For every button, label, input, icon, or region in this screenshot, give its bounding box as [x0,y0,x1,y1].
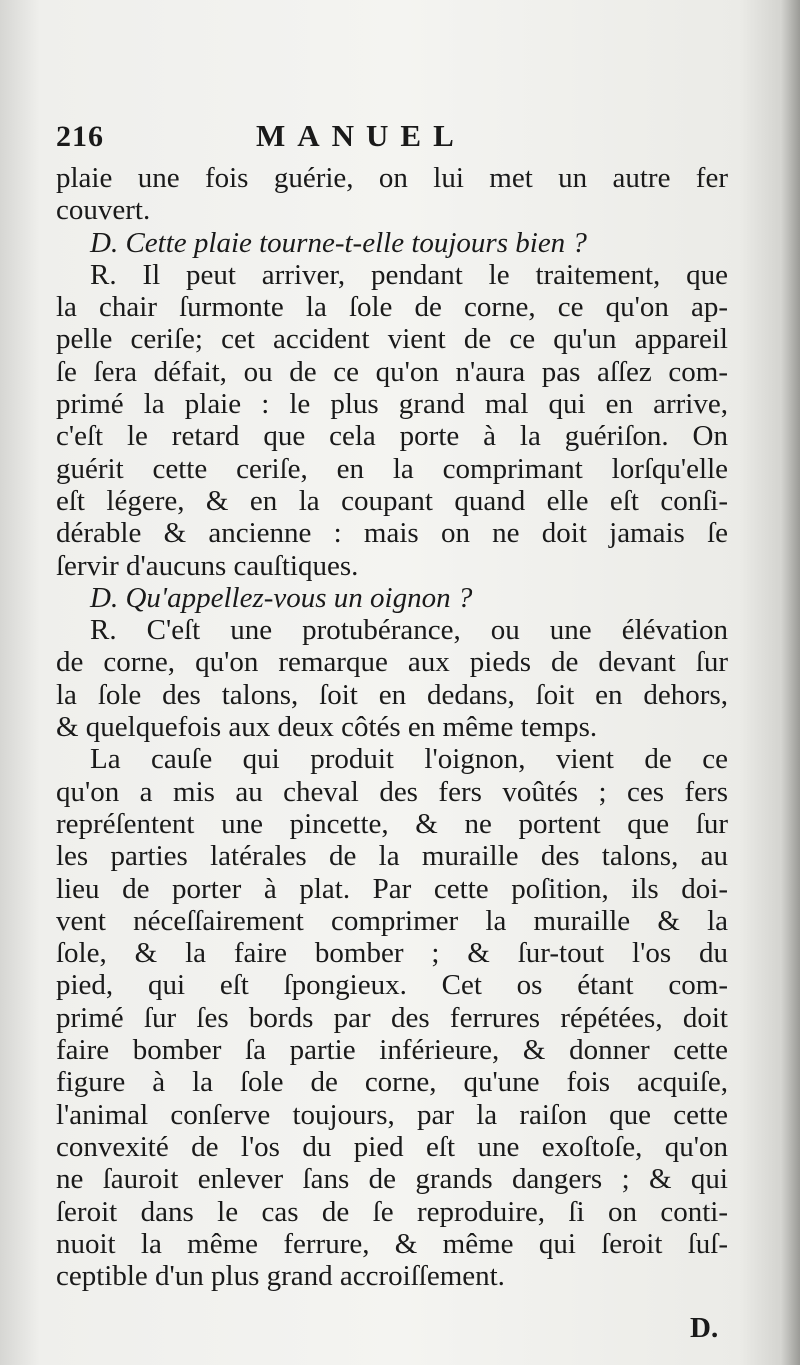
catchword: D. [690,1312,719,1344]
text-line: ſe ſera défait, ou de ce qu'on n'aura pas aſſez com- [56,355,728,388]
text-line: figure à la ſole de corne, qu'une fois acquiſe, [56,1066,728,1099]
text-line: dérable & ancienne : mais on ne doit jamais ſe [56,517,728,550]
page-header [56,118,728,162]
text-line: l'animal conſerve toujours, par la raiſon que cette [56,1098,728,1131]
question-line: D. Cette plaie tourne-t-elle toujours bien ? [90,226,587,259]
text-line: & quelquefois aux deux côtés en même temps. [56,711,598,744]
text-line: eſt légere, & en la coupant quand elle eſt conſi- [56,484,728,517]
text-line: primé la plaie : le plus grand mal qui en arrive, [56,388,728,421]
text-line: couvert. [56,194,151,227]
text-line: les parties latérales de la muraille des talons, au [56,840,728,873]
text-line: plaie une fois guérie, on lui met un autre fer [56,162,728,194]
text-line: lieu de porter à plat. Par cette poſition, ils doi- [56,872,728,905]
text-line: de corne, qu'on remarque aux pieds de devant ſur [56,646,728,679]
text-line: repréſentent une pincette, & ne portent que ſur [56,807,728,840]
text-line: guérit cette ceriſe, en la comprimant lorſqu'elle [56,452,728,485]
page-gutter [780,0,800,1365]
text-line: qu'on a mis au cheval des fers voûtés ; ces fers [56,775,728,808]
text-line: la chair ſurmonte la ſole de corne, ce qu'on ap- [56,291,728,324]
answer-line: R. C'eſt une protubérance, ou une élévation [90,614,728,647]
text-line: ceptible d'un plus grand accroiſſement. [56,1260,505,1293]
paragraph-start-line: La cauſe qui produit l'oignon, vient de ce [90,743,728,776]
text-line: convexité de l'os du pied eſt une exoſtoſe, qu'on [56,1130,728,1163]
text-line: primé ſur ſes bords par des ferrures répétées, doit [56,1001,728,1034]
text-line: faire bomber ſa partie inférieure, & donner cette [56,1034,728,1067]
text-line: nuoit la même ferrure, & même qui ſeroit ſuſ- [56,1227,728,1260]
question-line: D. Qu'appellez-vous un oignon ? [90,581,473,614]
text-line: pelle ceriſe; cet accident vient de ce qu'un appareil [56,323,728,356]
page-number: 216 [56,120,104,153]
text-line: ſervir d'aucuns cauſtiques. [56,549,359,582]
text-line: pied, qui eſt ſpongieux. Cet os étant com- [56,969,728,1002]
text-line: la ſole des talons, ſoit en dedans, ſoit en dehors, [56,678,728,711]
answer-line: R. Il peut arriver, pendant le traitement, que [90,258,728,291]
text-block [56,118,728,1292]
text-line: vent néceſſairement comprimer la muraille & la [56,904,728,937]
running-head: MANUEL [256,118,466,153]
text-line: ſeroit dans le cas de ſe reproduire, ſi on conti- [56,1195,728,1228]
text-line: ne ſauroit enlever ſans de grands dangers ; & qui [56,1163,728,1196]
text-line: ſole, & la faire bomber ; & ſur-tout l'os du [56,937,728,970]
text-line: c'eſt le retard que cela porte à la guériſon. On [56,420,728,453]
